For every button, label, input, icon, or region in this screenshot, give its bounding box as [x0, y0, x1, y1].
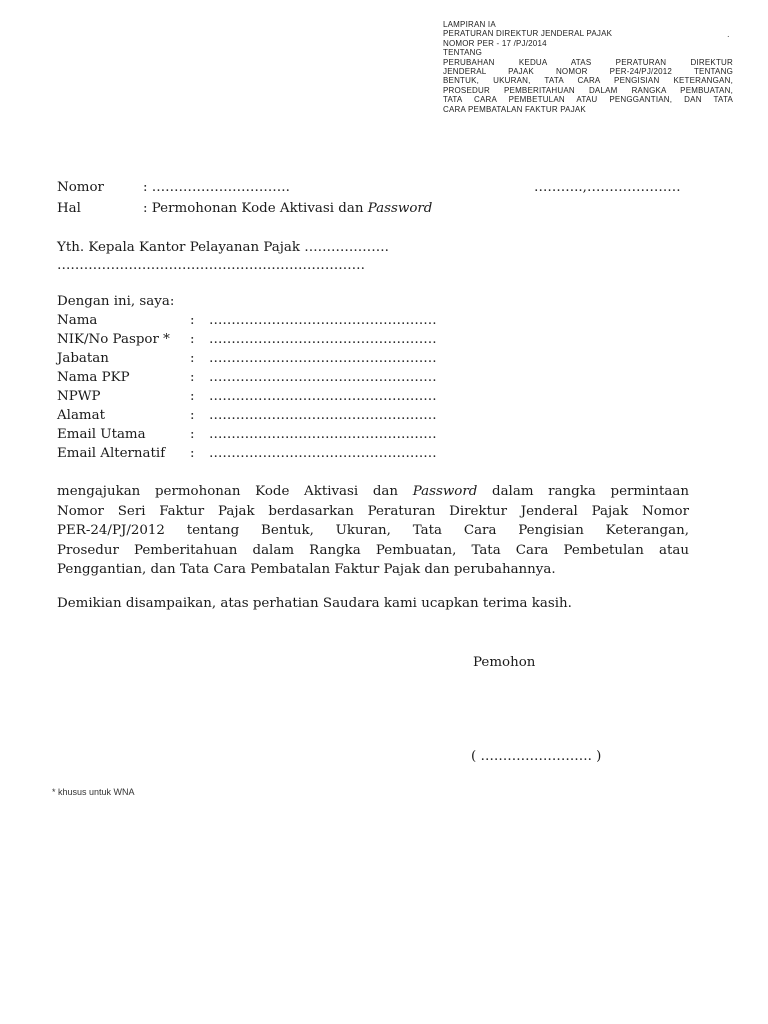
field-label: Jabatan — [57, 351, 109, 366]
signature-placeholder: ( ……………………. ) — [471, 749, 602, 764]
lampiran-line: TATA CARA PEMBETULAN ATAU PENGGANTIAN, DAN TATA — [443, 95, 733, 105]
field-value: …………………………………………… — [209, 370, 437, 385]
field-label: Email Utama — [57, 427, 146, 442]
form-intro: Dengan ini, saya: — [57, 294, 175, 309]
field-colon: : — [190, 370, 195, 385]
field-value: …………………………………………… — [209, 389, 437, 404]
nomor-label: Nomor — [57, 180, 104, 195]
date-value: ………..,………………… — [534, 180, 681, 195]
body-text: mengajukan permohonan Kode Aktivasi dan — [57, 484, 413, 499]
lampiran-line: CARA PEMBATALAN FAKTUR PAJAK — [443, 104, 586, 114]
field-label: Nama — [57, 313, 98, 328]
field-colon: : — [190, 427, 195, 442]
field-colon: : — [190, 332, 195, 347]
field-value: …………………………………………… — [209, 408, 437, 423]
hal-italic: Password — [367, 201, 433, 216]
footnote: * khusus untuk WNA — [52, 787, 135, 797]
hal-prefix: : Permohonan Kode Aktivasi dan — [143, 201, 368, 216]
lampiran-line: PROSEDUR PEMBERITAHUAN DALAM RANGKA PEMBUATAN, — [443, 85, 733, 95]
field-value: …………………………………………… — [209, 313, 437, 328]
lampiran-line: PERUBAHAN KEDUA ATAS PERATURAN DIREKTUR — [443, 57, 733, 67]
stray-dot: . — [727, 30, 730, 39]
body-line: Penggantian, dan Tata Cara Pembatalan Faktur Pajak dan perubahannya. — [57, 562, 556, 578]
lampiran-line: PERATURAN DIREKTUR JENDERAL PAJAK — [443, 29, 613, 39]
field-value: …………………………………………… — [209, 332, 437, 347]
field-colon: : — [190, 446, 195, 461]
field-colon: : — [190, 389, 195, 404]
field-value: …………………………………………… — [209, 446, 437, 461]
field-value: …………………………………………… — [209, 427, 437, 442]
field-label: Alamat — [57, 408, 105, 423]
field-value: …………………………………………… — [209, 351, 437, 366]
body-line — [57, 482, 689, 502]
lampiran-line: TENTANG — [443, 48, 483, 58]
closing-sentence: Demikian disampaikan, atas perhatian Saudara kami ucapkan terima kasih. — [57, 596, 572, 611]
addressee-line-1: Yth. Kepala Kantor Pelayanan Pajak ………………. — [57, 240, 389, 255]
lampiran-line: NOMOR PER - 17 /PJ/2014 — [443, 38, 547, 48]
hal-value — [143, 201, 432, 216]
lampiran-line: JENDERAL PAJAK NOMOR PER-24/PJ/2012 TENTANG — [443, 67, 733, 77]
body-line: PER-24/PJ/2012 tentang Bentuk, Ukuran, Tata Cara Pengisian Keterangan, — [57, 523, 689, 539]
field-colon: : — [190, 313, 195, 328]
field-label: NIK/No Paspor * — [57, 332, 170, 347]
body-line: Nomor Seri Faktur Pajak berdasarkan Peraturan Direktur Jenderal Pajak Nomor — [57, 503, 689, 519]
body-paragraph — [57, 482, 689, 580]
nomor-value: : …………………………. — [143, 180, 290, 195]
field-colon: : — [190, 351, 195, 366]
hal-label: Hal — [57, 201, 81, 216]
body-text: dalam rangka permintaan — [477, 484, 689, 499]
field-colon: : — [190, 408, 195, 423]
field-label: Email Alternatif — [57, 446, 166, 461]
lampiran-line: LAMPIRAN IA — [443, 20, 496, 29]
field-label: NPWP — [57, 389, 101, 404]
body-line: Prosedur Pemberitahuan dalam Rangka Pembuatan, Tata Cara Pembetulan atau — [57, 542, 689, 558]
addressee-line-2: …………………………………………………………… — [57, 258, 365, 273]
lampiran-line: BENTUK, UKURAN, TATA CARA PENGISIAN KETERANGAN, — [443, 76, 733, 86]
pemohon-label: Pemohon — [473, 655, 536, 670]
lampiran-header — [443, 20, 733, 114]
field-label: Nama PKP — [57, 370, 130, 385]
body-italic: Password — [412, 484, 478, 499]
